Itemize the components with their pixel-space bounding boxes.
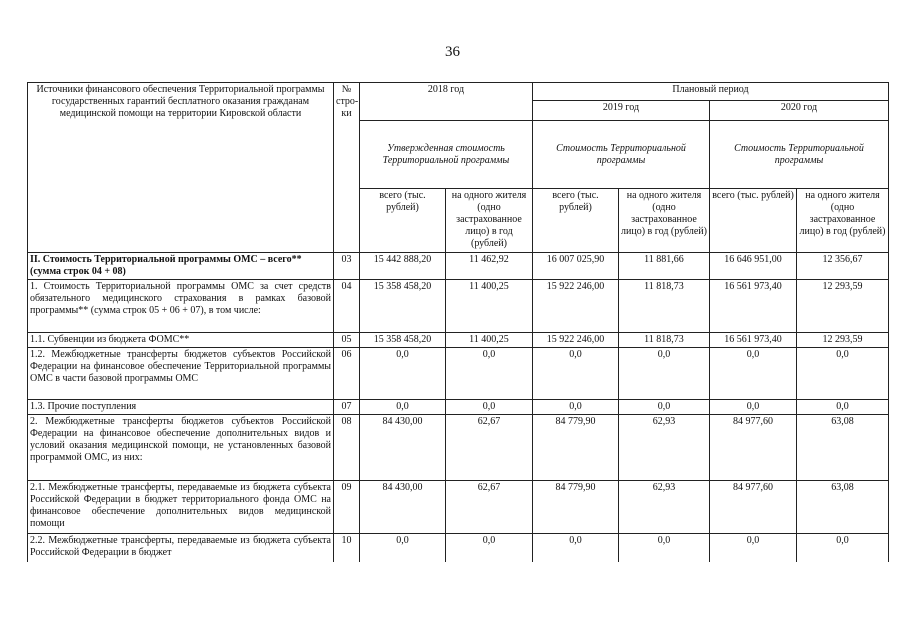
- value-cell: 15 922 246,00: [533, 333, 619, 348]
- header-year-2019: 2019 год: [533, 101, 710, 121]
- header-line-no: № стро-ки: [334, 83, 360, 253]
- row-label: II. Стоимость Территориальной программы ОМС – всего** (сумма строк 04 + 08): [28, 253, 334, 280]
- value-cell: 62,67: [446, 481, 533, 534]
- value-cell: 15 442 888,20: [360, 253, 446, 280]
- header-total-2020: всего (тыс. рублей): [710, 189, 797, 253]
- value-cell: 84 430,00: [360, 481, 446, 534]
- row-code: 05: [334, 333, 360, 348]
- value-cell: 0,0: [710, 534, 797, 562]
- header-row-1: [28, 83, 889, 101]
- row-label: 2.2. Межбюджетные трансферты, передаваемые из бюджета субъекта Российской Федерации в бюджет: [28, 534, 334, 562]
- value-cell: 63,08: [797, 415, 889, 481]
- row-code: 03: [334, 253, 360, 280]
- table-row: [28, 400, 889, 415]
- row-code: 10: [334, 534, 360, 562]
- value-cell: 84 977,60: [710, 481, 797, 534]
- value-cell: 0,0: [797, 348, 889, 400]
- value-cell: 16 646 951,00: [710, 253, 797, 280]
- value-cell: 84 779,90: [533, 415, 619, 481]
- row-code: 09: [334, 481, 360, 534]
- header-per-person-2020: на одного жителя (одно застрахованное лицо) в год (рублей): [797, 189, 889, 253]
- value-cell: 0,0: [619, 534, 710, 562]
- table-row: [28, 253, 889, 280]
- row-code: 04: [334, 280, 360, 333]
- header-source: Источники финансового обеспечения Территориальной программы государственных гарантий бесплатного оказания гражданам медицинской помощи на территории Кировской области: [28, 83, 334, 253]
- header-planning-period: Плановый период: [533, 83, 889, 101]
- header-per-person-2019: на одного жителя (одно застрахованное лицо) в год (рублей): [619, 189, 710, 253]
- header-cost-2019: Стоимость Территориальной программы: [533, 121, 710, 189]
- row-code: 06: [334, 348, 360, 400]
- value-cell: 84 430,00: [360, 415, 446, 481]
- value-cell: 63,08: [797, 481, 889, 534]
- value-cell: 62,67: [446, 415, 533, 481]
- value-cell: 11 400,25: [446, 280, 533, 333]
- row-label: 1. Стоимость Территориальной программы ОМС за счет средств обязательного медицинского страхования в рамках базовой программы** (сумма строк 05 + 06 + 07), в том числе:: [28, 280, 334, 333]
- value-cell: 11 881,66: [619, 253, 710, 280]
- value-cell: 0,0: [710, 348, 797, 400]
- value-cell: 11 400,25: [446, 333, 533, 348]
- table-row: [28, 333, 889, 348]
- value-cell: 12 356,67: [797, 253, 889, 280]
- value-cell: 12 293,59: [797, 333, 889, 348]
- value-cell: 0,0: [533, 348, 619, 400]
- header-per-person-2018: на одного жителя (одно застрахованное лицо) в год (рублей): [446, 189, 533, 253]
- value-cell: 0,0: [446, 534, 533, 562]
- table-row: [28, 415, 889, 481]
- value-cell: 0,0: [446, 400, 533, 415]
- header-total-2019: всего (тыс. рублей): [533, 189, 619, 253]
- value-cell: 15 922 246,00: [533, 280, 619, 333]
- table-row: [28, 348, 889, 400]
- value-cell: 84 779,90: [533, 481, 619, 534]
- value-cell: 0,0: [360, 348, 446, 400]
- table-row: [28, 481, 889, 534]
- value-cell: 0,0: [446, 348, 533, 400]
- value-cell: 0,0: [710, 400, 797, 415]
- row-label: 2. Межбюджетные трансферты бюджетов субъектов Российской Федерации на финансовое обеспечение дополнительных видов и условий оказания медицинской помощи, не установленных базовой программой ОМС, из них:: [28, 415, 334, 481]
- value-cell: 15 358 458,20: [360, 280, 446, 333]
- header-approved-cost: Утвержденная стоимость Территориальной программы: [360, 121, 533, 189]
- header-cost-2020: Стоимость Территориальной программы: [710, 121, 889, 189]
- header-year-2018: 2018 год: [360, 83, 533, 121]
- row-label: 1.1. Субвенции из бюджета ФОМС**: [28, 333, 334, 348]
- value-cell: 16 007 025,90: [533, 253, 619, 280]
- value-cell: 0,0: [797, 534, 889, 562]
- value-cell: 16 561 973,40: [710, 280, 797, 333]
- row-label: 2.1. Межбюджетные трансферты, передаваемые из бюджета субъекта Российской Федерации в бюджет территориального фонда ОМС на финансовое обеспечение дополнительных видов медицинской помощи: [28, 481, 334, 534]
- page-number: 36: [445, 44, 460, 60]
- value-cell: 0,0: [360, 400, 446, 415]
- value-cell: 11 462,92: [446, 253, 533, 280]
- value-cell: 0,0: [533, 400, 619, 415]
- value-cell: 0,0: [360, 534, 446, 562]
- header-total-2018: всего (тыс. рублей): [360, 189, 446, 253]
- value-cell: 12 293,59: [797, 280, 889, 333]
- financing-table: [27, 82, 889, 562]
- table-row: [28, 534, 889, 562]
- row-code: 08: [334, 415, 360, 481]
- header-year-2020: 2020 год: [710, 101, 889, 121]
- row-label: 1.3. Прочие поступления: [28, 400, 334, 415]
- table-row: [28, 280, 889, 333]
- row-code: 07: [334, 400, 360, 415]
- value-cell: 0,0: [797, 400, 889, 415]
- row-label: 1.2. Межбюджетные трансферты бюджетов субъектов Российской Федерации на финансовое обеспечение Территориальной программы ОМС в части базовой программы ОМС: [28, 348, 334, 400]
- value-cell: 16 561 973,40: [710, 333, 797, 348]
- value-cell: 62,93: [619, 415, 710, 481]
- value-cell: 84 977,60: [710, 415, 797, 481]
- value-cell: 11 818,73: [619, 280, 710, 333]
- value-cell: 62,93: [619, 481, 710, 534]
- value-cell: 0,0: [619, 400, 710, 415]
- value-cell: 0,0: [619, 348, 710, 400]
- value-cell: 11 818,73: [619, 333, 710, 348]
- value-cell: 0,0: [533, 534, 619, 562]
- value-cell: 15 358 458,20: [360, 333, 446, 348]
